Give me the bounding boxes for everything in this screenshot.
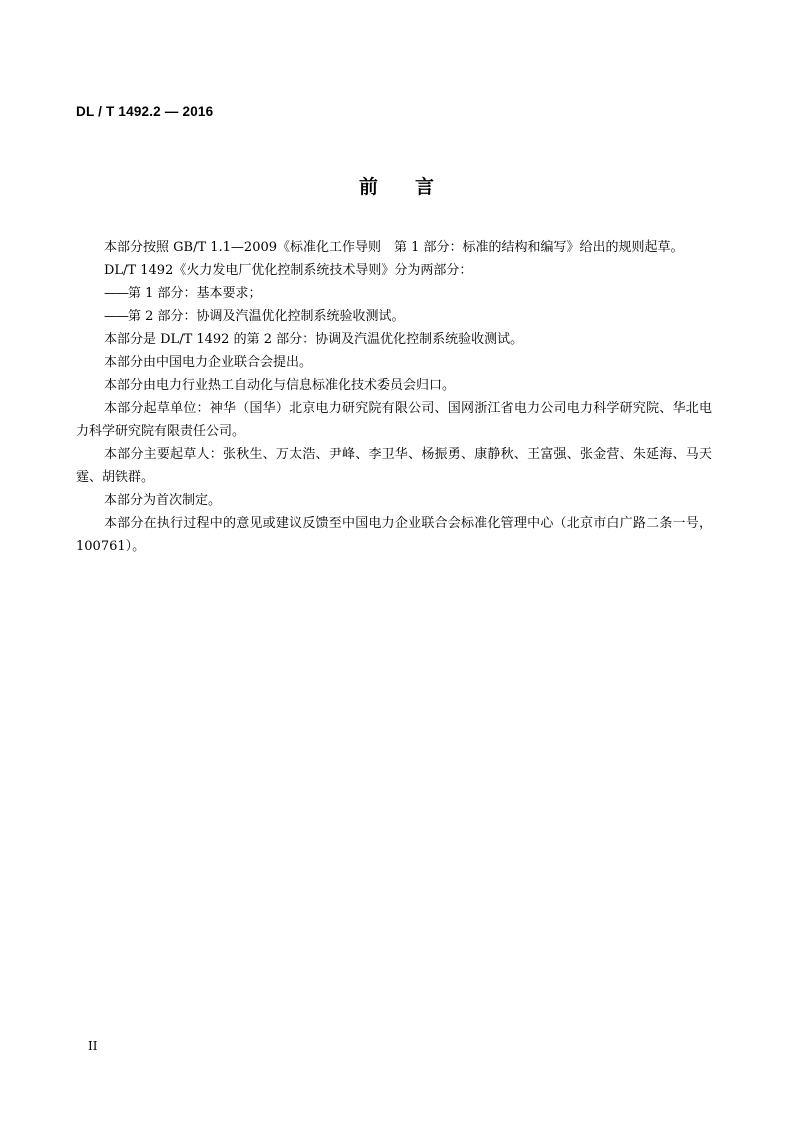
paragraph-feedback: 本部分在执行过程中的意见或建议反馈至中国电力企业联合会标准化管理中心（北京市白广路二条一号，100761）。 <box>76 516 712 554</box>
page-title <box>0 172 794 199</box>
paragraph-first-edition: 本部分为首次制定。 <box>104 493 222 508</box>
title-char-2: 言 <box>415 176 436 198</box>
paragraph-proposed-by: 本部分由中国电力企业联合会提出。 <box>104 355 313 370</box>
paragraph-this-part: 本部分是 DL/T 1492 的第 2 部分：协调及汽温优化控制系统验收测试。 <box>104 332 524 347</box>
list-item-part-2 <box>76 305 712 328</box>
list-item-part-2-text: 第 2 部分：协调及汽温优化控制系统验收测试。 <box>128 309 405 324</box>
dash-glyph: —— <box>104 309 128 324</box>
paragraph-parts-intro: DL/T 1492《火力发电厂优化控制系统技术导则》分为两部分： <box>104 263 473 278</box>
paragraph-under-jurisdiction: 本部分由电力行业热工自动化与信息标准化技术委员会归口。 <box>104 378 456 393</box>
list-item-part-1 <box>76 282 712 305</box>
paragraph-drafting-units: 本部分起草单位：神华（国华）北京电力研究院有限公司、国网浙江省电力公司电力科学研究院、华北电力科学研究院有限责任公司。 <box>76 401 712 439</box>
page-number: II <box>88 1039 98 1053</box>
paragraph-drafters: 本部分主要起草人：张秋生、万太浩、尹峰、李卫华、杨振勇、康静秋、王富强、张金营、朱延海、马天霆、胡铁群。 <box>76 447 712 485</box>
standard-code: DL / T 1492.2 — 2016 <box>76 104 214 119</box>
foreword-body <box>76 236 712 558</box>
dash-glyph: —— <box>104 286 128 301</box>
title-char-1: 前 <box>358 176 379 198</box>
list-item-part-1-text: 第 1 部分：基本要求； <box>128 286 262 301</box>
paragraph-drafting-rules: 本部分按照 GB/T 1.1—2009《标准化工作导则 第 1 部分：标准的结构和编写》给出的规则起草。 <box>104 240 684 255</box>
